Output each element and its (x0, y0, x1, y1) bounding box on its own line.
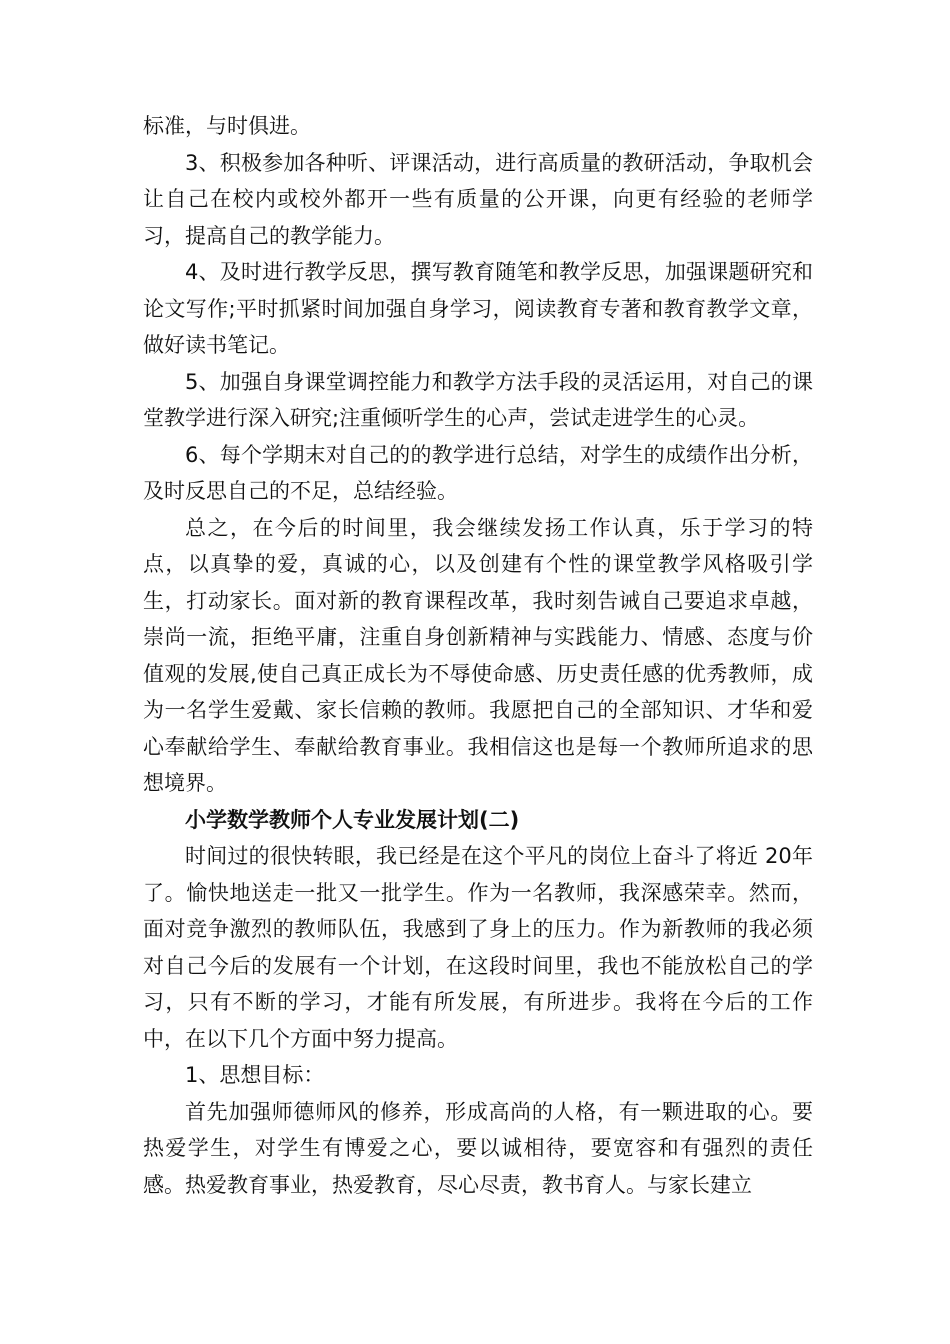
paragraph-goal-title: 1、思想目标： (185, 1063, 325, 1087)
paragraph-item-5: 5、加强自身课堂调控能力和教学方法手段的灵活运用，对自己的课堂教学进行深入研究;注重倾听学生的心声，尝试走进学生的心灵。 (143, 369, 813, 430)
paragraph-goal-body: 首先加强师德师风的修养，形成高尚的人格，有一颗进取的心。要热爱学生，对学生有博爱之心，要以诚相待，要宽容和有强烈的责任感。热爱教育事业，热爱教育，尽心尽责，教书育人。与家长建立 (143, 1099, 813, 1197)
paragraph-item-4: 4、及时进行教学反思，撰写教育随笔和教学反思，加强课题研究和论文写作;平时抓紧时间加强自身学习，阅读教育专著和教育教学文章，做好读书笔记。 (143, 260, 813, 357)
section-heading: 小学数学教师个人专业发展计划(二) (185, 807, 520, 832)
paragraph-summary: 总之，在今后的时间里，我会继续发扬工作认真，乐于学习的特点，以真挚的爱，真诚的心，以及创建有个性的课堂教学风格吸引学生，打动家长。面对新的教育课程改革，我时刻告诫自己要追求卓越，崇尚一流，拒绝平庸，注重自身创新精神与实践能力、情感、态度与价值观的发展,使自己真正成长为不辱使命感、历史责任感的优秀教师，成为一名学生爱戴、家长信赖的教师。我愿把自己的全部知识、才华和爱心奉献给学生、奉献给教育事业。我相信这也是每一个教师所追求的思想境界。 (143, 515, 813, 795)
paragraph-intro: 时间过的很快转眼，我已经是在这个平凡的岗位上奋斗了将近 20年了。愉快地送走一批又一批学生。作为一名教师，我深感荣幸。然而，面对竞争激烈的教师队伍，我感到了身上的压力。作为新教师的我必须对自己今后的发展有一个计划，在这段时间里，我也不能放松自己的学习，只有不断的学习，才能有所发展，有所进步。我将在今后的工作中，在以下几个方面中努力提高。 (143, 844, 813, 1051)
document-body (143, 108, 813, 1203)
paragraph-continuation: 标准，与时俱进。 (143, 114, 311, 138)
paragraph-item-3: 3、积极参加各种听、评课活动，进行高质量的教研活动，争取机会让自己在校内或校外都开一些有质量的公开课，向更有经验的老师学习，提高自己的教学能力。 (143, 150, 813, 248)
paragraph-item-6: 6、每个学期末对自己的的教学进行总结，对学生的成绩作出分析，及时反思自己的不足，总结经验。 (143, 442, 813, 503)
